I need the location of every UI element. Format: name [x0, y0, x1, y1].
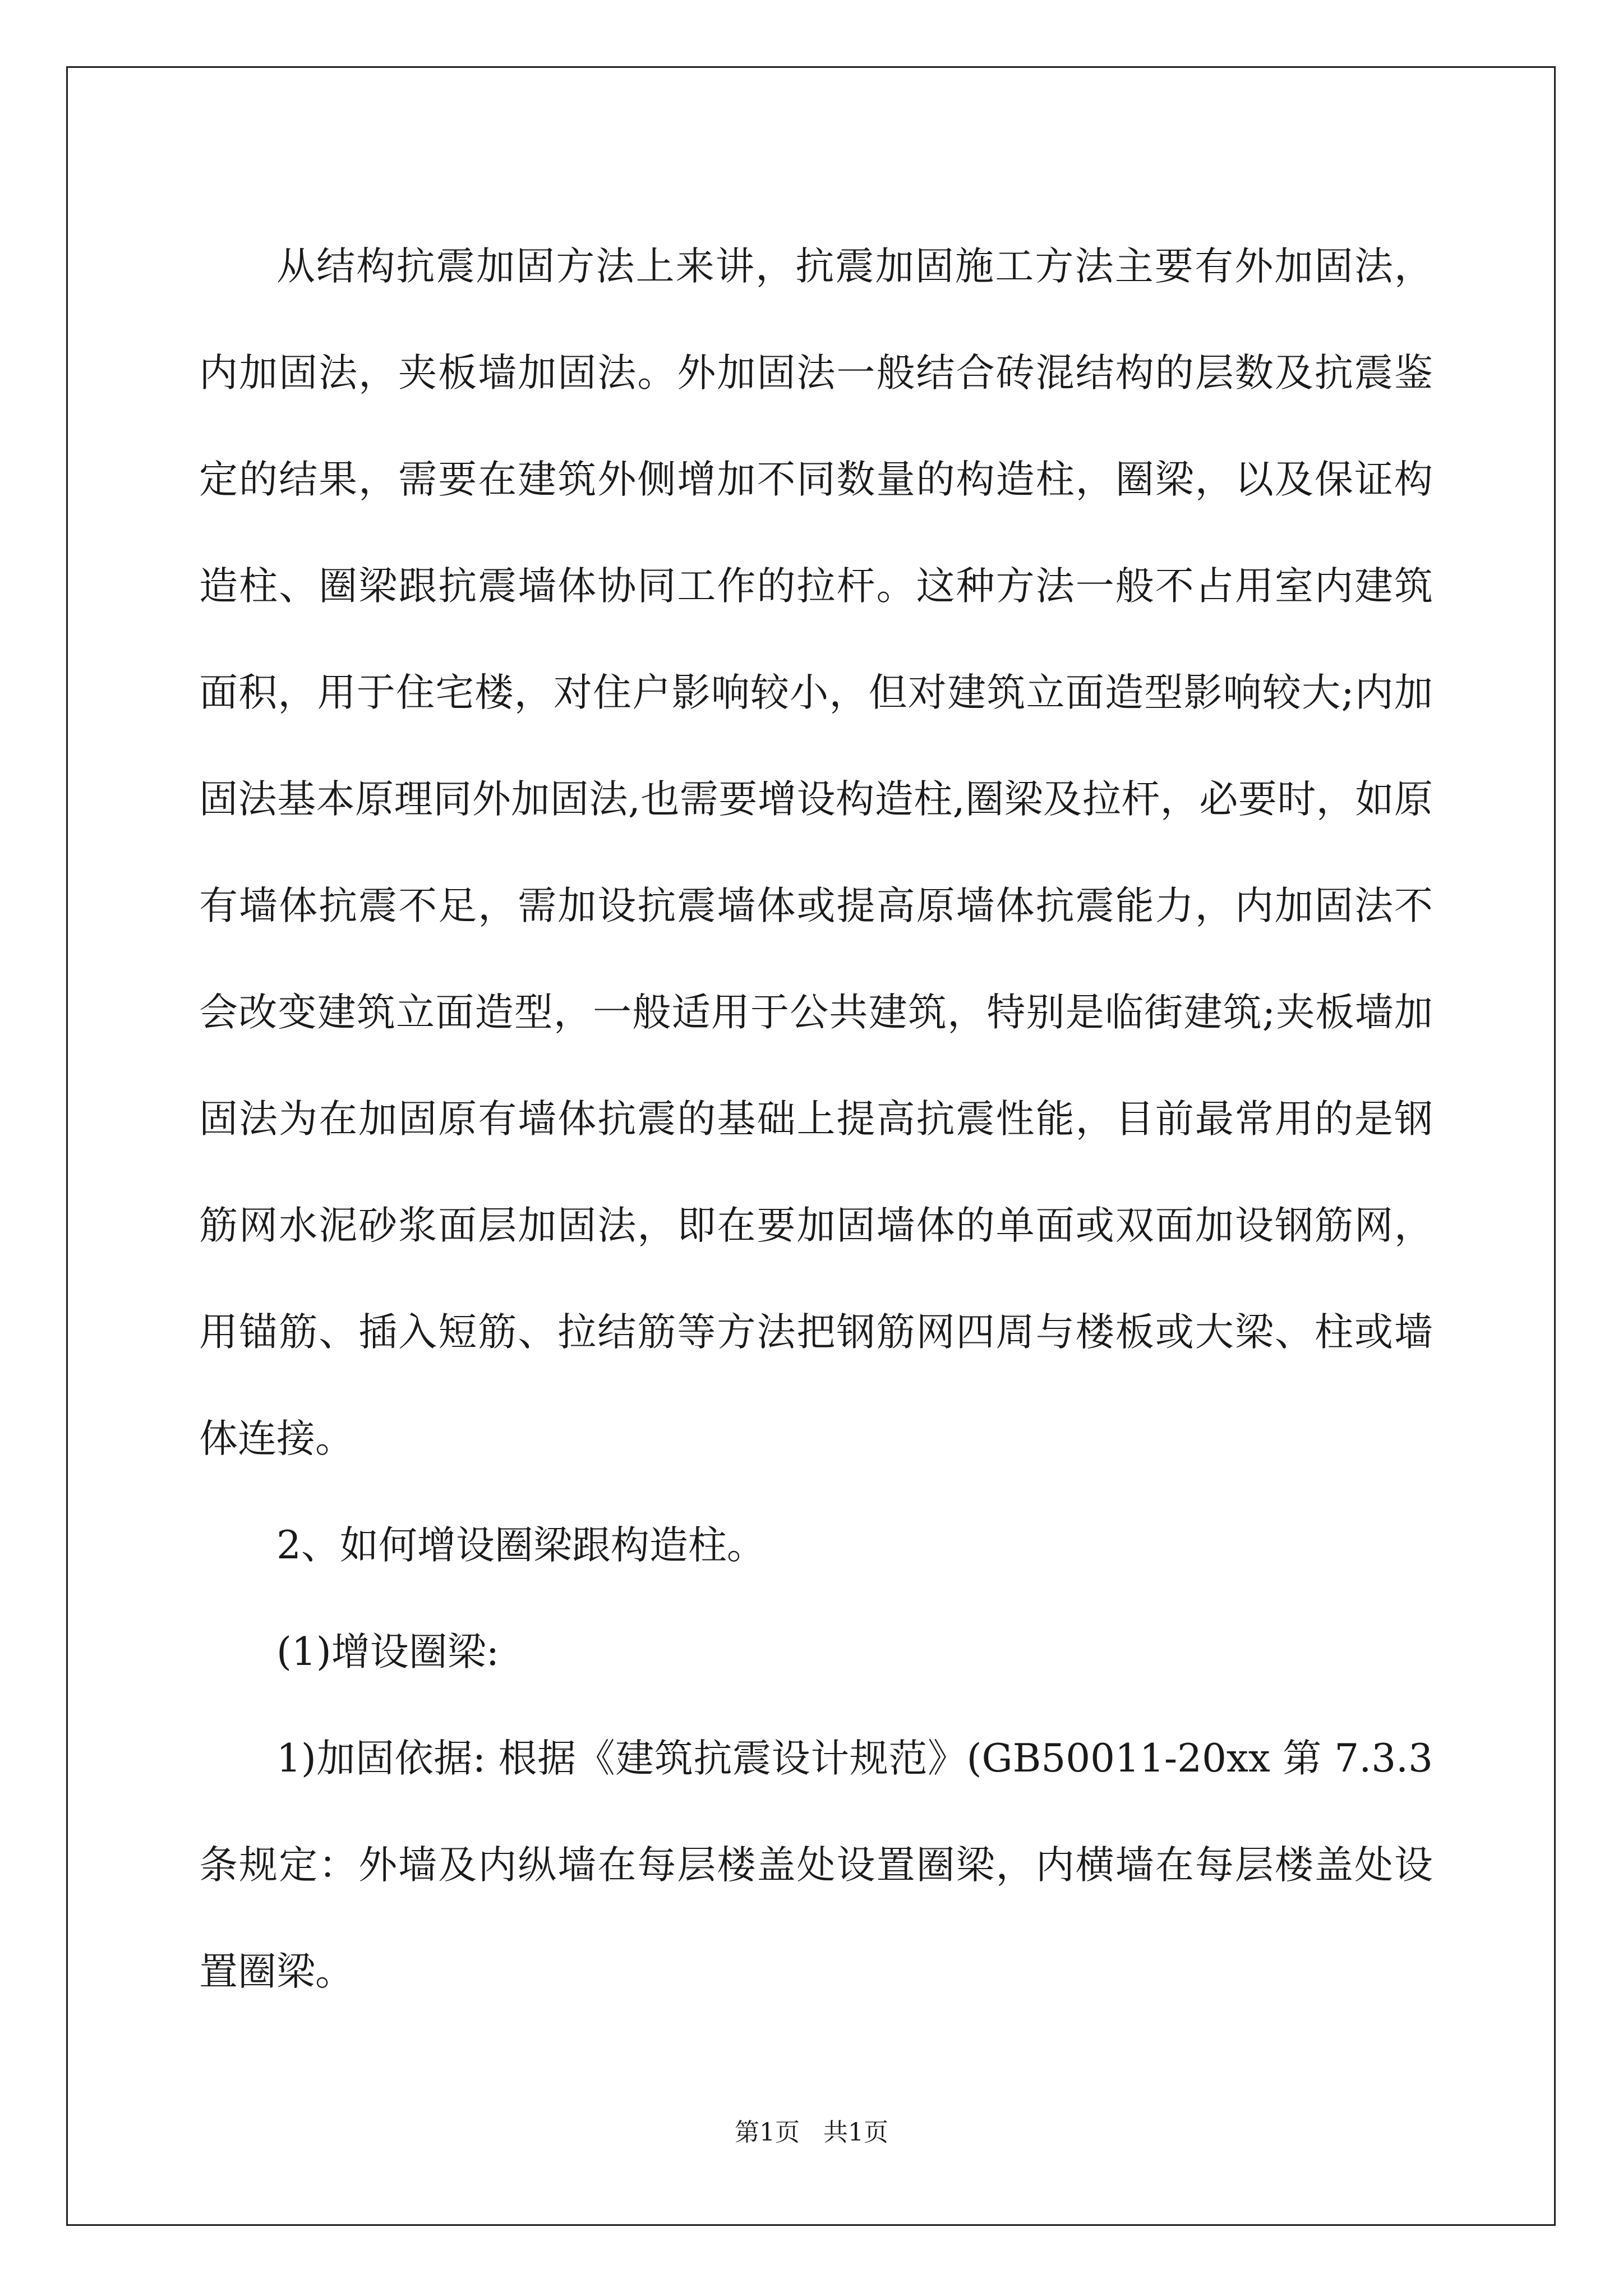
paragraph-reinforcement-basis: 1)加固依据: 根据《建筑抗震设计规范》(GB50011-20xx 第 7.3.3 条规定：外墙及内纵墙在每层楼盖处设置圈梁，内横墙在每层楼盖处设置圈梁。: [199, 1736, 1433, 1994]
paragraph-reinforcement-methods: 从结构抗震加固方法上来讲，抗震加固施工方法主要有外加固法，内加固法，夹板墙加固法。外加固法一般结合砖混结构的层数及抗震鉴定的结果，需要在建筑外侧增加不同数量的构造柱，圈梁，以及保证构造柱、圈梁跟抗震墙体协同工作的拉杆。这种方法一般不占用室内建筑面积，用于住宅楼，对住户影响较小，但对建筑立面造型影响较大;内加固法基本原理同外加固法,也需要增设构造柱,圈梁及拉杆，必要时，如原有墙体抗震不足，需加设抗震墙体或提高原墙体抗震能力，内加固法不会改变建筑立面造型，一般适用于公共建筑，特别是临街建筑;夹板墙加固法为在加固原有墙体抗震的基础上提高抗震性能，目前最常用的是钢筋网水泥砂浆面层加固法，即在要加固墙体的单面或双面加设钢筋网，用锚筋、插入短筋、拉结筋等方法把钢筋网四周与楼板或大梁、柱或墙体连接。: [199, 244, 1433, 1461]
section-heading-ring-beam-column: 2、如何增设圈梁跟构造柱。: [276, 1523, 766, 1568]
page-number-footer: 第1页 共1页: [735, 2118, 888, 2147]
document-body: [199, 213, 1433, 2025]
subheading-add-ring-beam: (1)增设圈梁:: [276, 1630, 499, 1674]
